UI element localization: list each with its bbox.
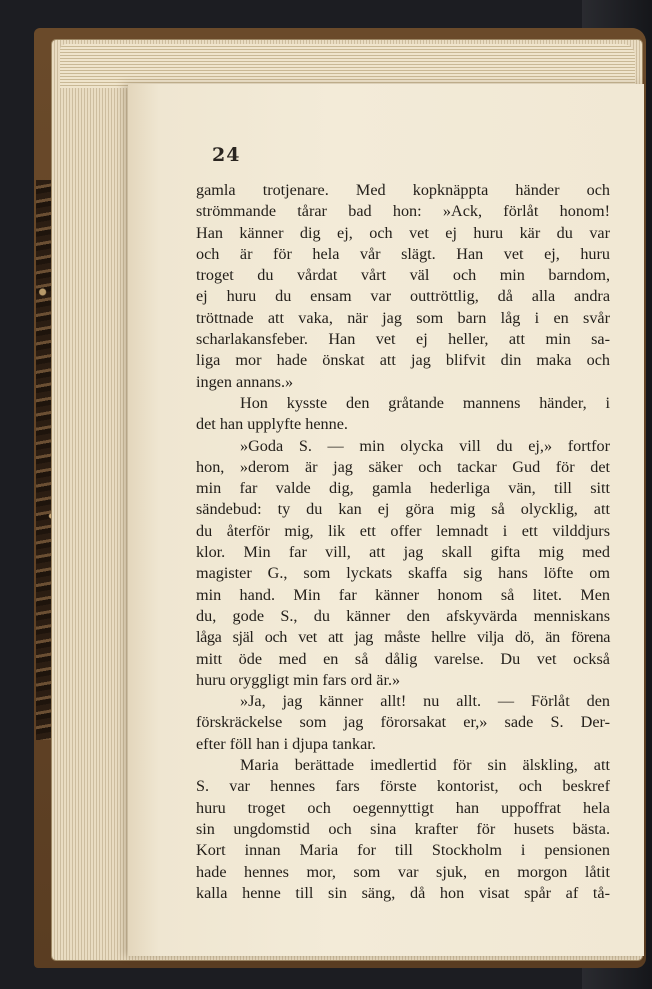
text-line: du återför mig, lik ett offer lemnadt i ett vilddjurs	[196, 521, 610, 540]
text-line: tröttnade att vaka, när jag som barn låg i en svår	[196, 308, 610, 327]
text-line: klor. Min far vill, att jag skall gifta mig med	[196, 543, 610, 562]
page-number: 24	[212, 144, 241, 166]
text-line: huru troget och oegennyttigt han uppoffrat hela	[196, 798, 610, 817]
page-text	[196, 180, 610, 904]
text-line: Han känner dig ej, och vet ej huru kär du var	[196, 223, 610, 242]
text-line: ingen annans.»	[196, 372, 294, 391]
text-line: låga själ och vet att jag måste hellre vilja dö, än förena	[196, 628, 610, 647]
text-line: strömmande tårar bad hon: »Ack, förlåt honom!	[196, 202, 610, 221]
text-line: sin ungdomstid och sina krafter för husets bästa.	[196, 819, 610, 838]
text-line: S. var hennes fars förste kontorist, och beskref	[196, 777, 610, 796]
text-line: Maria berättade imedlertid för sin älskling, att	[240, 756, 610, 775]
text-line: sändebud: ty du kan ej göra mig så olycklig, att	[196, 500, 610, 519]
text-line: huru oryggligt min fars ord är.»	[196, 670, 401, 689]
text-line: scharlakansfeber. Han vet ej heller, att min sa-	[196, 330, 610, 349]
text-line: hon, »derom är jag säker och tackar Gud för det	[196, 457, 610, 476]
text-line: förskräckelse som jag förorsakat er,» sade S. Der-	[196, 713, 610, 732]
text-line: du, gode S., du känner den afskyvärda menniskans	[196, 606, 610, 625]
text-line: gamla trotjenare. Med kopknäppta händer och	[196, 181, 610, 199]
text-line: min far valde dig, gamla hederliga vän, till sitt	[196, 479, 610, 498]
text-line: min hand. Min far känner honom så litet. Men	[196, 585, 610, 604]
text-line: Hon kysste den gråtande mannens händer, i	[240, 393, 610, 412]
page-top-edge	[60, 44, 635, 88]
text-line: »Ja, jag känner allt! nu allt. — Förlåt den	[240, 692, 610, 711]
text-line: kalla henne till sin säng, då hon visat spår af tå-	[196, 883, 610, 902]
text-line: magister G., som lyckats skaffa sig hans löfte om	[196, 564, 610, 583]
text-line: liga mor hade önskat att jag blifvit din maka och	[196, 351, 610, 370]
text-line: och är för hela vår slägt. Han vet ej, huru	[196, 244, 610, 263]
text-line: troget du vårdat vårt väl och min barndom,	[196, 266, 610, 285]
text-line: det han upplyfte henne.	[196, 415, 348, 434]
text-line: Kort innan Maria for till Stockholm i pensionen	[196, 841, 610, 860]
text-line: ej huru du ensam var outtröttlig, då alla andra	[196, 287, 610, 306]
text-line: mitt öde med en så dålig varelse. Du vet också	[196, 649, 610, 668]
text-line: efter föll han i djupa tankar.	[196, 734, 376, 753]
text-line: hade hennes mor, som var sjuk, en morgon låtit	[196, 862, 610, 881]
text-line: »Goda S. — min olycka vill du ej,» fortfor	[240, 436, 610, 455]
